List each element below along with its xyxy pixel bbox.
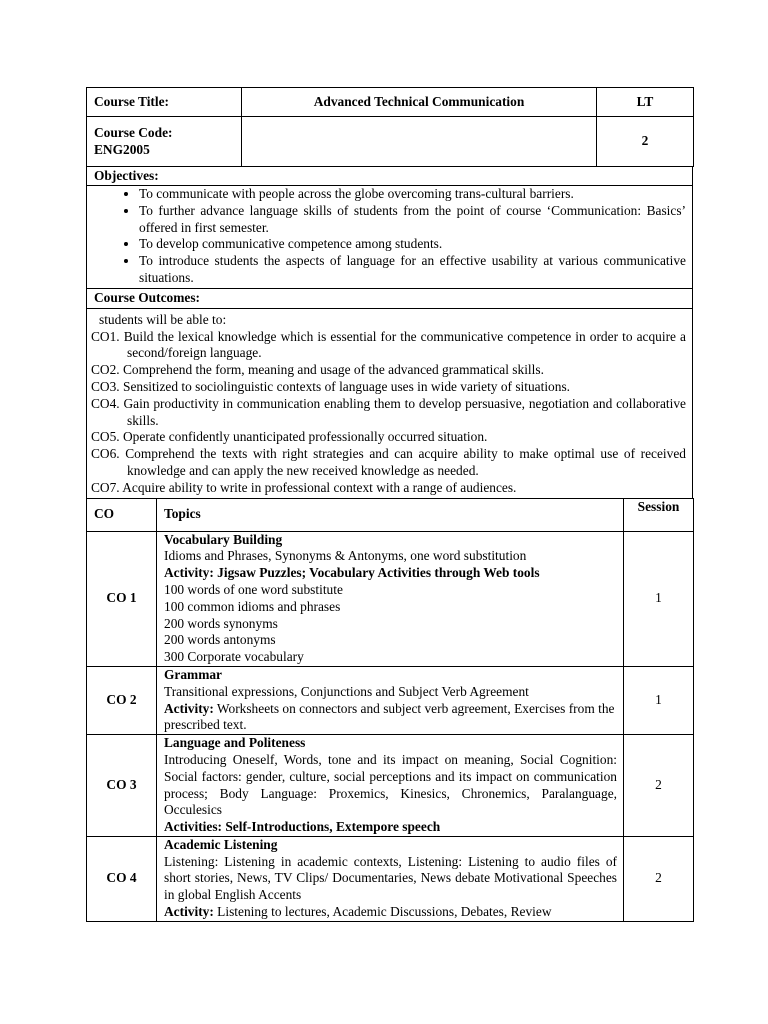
topic-item: 100 common idioms and phrases <box>164 598 341 614</box>
outcome-item: CO1. Build the lexical knowledge which is essential for the communicative competence in order to acquire a second/foreign language. <box>91 328 686 361</box>
course-code-value: ENG2005 <box>94 141 150 157</box>
outcome-item: CO6. Comprehend the texts with right strategies and can acquire ability to make optimal use of received knowledge and can apply the new received knowledge as needed. <box>91 446 686 478</box>
objectives-list <box>87 186 692 287</box>
session-cell: 2 <box>624 735 694 837</box>
co-cell: CO 2 <box>87 666 157 734</box>
outcome-item: CO2. Comprehend the form, meaning and usage of the advanced grammatical skills. <box>91 362 544 378</box>
table-row <box>87 531 694 666</box>
outcome-item: CO4. Gain productivity in communication enabling them to develop persuasive, negotiation and collaborative skills. <box>91 395 686 428</box>
topic-cell <box>157 666 624 734</box>
table-row <box>87 666 694 734</box>
col-session-header: Session <box>624 498 694 531</box>
topic-cell <box>157 735 624 837</box>
topic-activity: Activities: Self-Introductions, Extempore speech <box>164 819 441 835</box>
lt-value: 2 <box>597 117 694 167</box>
objective-item: • To further advance language skills of students from the point of course ‘Communication: Basics’ offered in first semester. <box>139 203 686 237</box>
course-header-table <box>86 87 694 167</box>
topic-body: Introducing Oneself, Words, tone and its impact on meaning, Social Cognition: Social factors: gender, culture, social perceptions and its impact on communication process; Body Language: Proxemics, Kinesics, Chronemics, Paralanguage, Occulesics <box>164 751 617 818</box>
course-code-label: Course Code: <box>94 124 173 140</box>
outcome-item: CO7. Acquire ability to write in professional context with a range of audiences. <box>91 479 517 495</box>
outcomes-cell <box>87 308 693 498</box>
topic-activity <box>164 904 617 921</box>
topic-item: 200 words antonyms <box>164 632 276 648</box>
objectives-outcomes-table <box>86 166 693 499</box>
lt-label: LT <box>597 88 694 117</box>
course-table <box>86 87 693 922</box>
session-cell: 2 <box>624 836 694 921</box>
activity-text: Listening to lectures, Academic Discussions, Debates, Review <box>213 904 552 920</box>
activity-text: Worksheets on connectors and subject verb agreement, Exercises from the prescribed text. <box>164 700 615 733</box>
outcomes-intro: students will be able to: <box>99 311 227 327</box>
outcome-item: CO5. Operate confidently unanticipated professionally occurred situation. <box>91 429 488 445</box>
topic-title: Grammar <box>164 666 223 682</box>
topic-cell <box>157 531 624 666</box>
course-title-value: Advanced Technical Communication <box>242 88 597 117</box>
session-cell: 1 <box>624 531 694 666</box>
topic-title: Academic Listening <box>164 836 278 852</box>
topic-item: 100 words of one word substitute <box>164 581 343 597</box>
topic-item: 200 words synonyms <box>164 615 278 631</box>
objectives-cell <box>87 186 693 289</box>
topic-line: Transitional expressions, Conjunctions and Subject Verb Agreement <box>164 683 529 699</box>
objective-item: • To introduce students the aspects of language for an effective usability at various communicative situations. <box>139 253 686 287</box>
table-row <box>87 735 694 837</box>
topics-table <box>86 498 694 922</box>
topic-item: 300 Corporate vocabulary <box>164 649 304 665</box>
table-row <box>87 836 694 921</box>
topic-title: Language and Politeness <box>164 735 306 751</box>
activity-label: Activity: <box>164 700 214 716</box>
course-title-label: Course Title: <box>87 88 242 117</box>
co-cell: CO 4 <box>87 836 157 921</box>
co-cell: CO 1 <box>87 531 157 666</box>
activity-label: Activity: <box>164 904 214 920</box>
outcome-item: CO3. Sensitized to sociolinguistic contexts of language uses in wide variety of situations. <box>91 378 571 394</box>
co-cell: CO 3 <box>87 735 157 837</box>
topic-line: Idioms and Phrases, Synonyms & Antonyms, one word substitution <box>164 548 527 564</box>
objectives-heading: Objectives: <box>87 167 693 186</box>
course-code-empty <box>242 117 597 167</box>
outcomes-heading: Course Outcomes: <box>87 288 693 308</box>
topic-activity: Activity: Jigsaw Puzzles; Vocabulary Activities through Web tools <box>164 565 540 581</box>
objective-item: • To communicate with people across the globe overcoming trans-cultural barriers. <box>139 186 686 203</box>
objective-item: • To develop communicative competence among students. <box>139 236 686 253</box>
topic-cell <box>157 836 624 921</box>
course-code-cell <box>87 117 242 167</box>
col-topics-header: Topics <box>157 498 624 531</box>
topic-body: Listening: Listening in academic contexts, Listening: Listening to audio files of short stories, News, TV Clips/ Documentaries, News debate Motivational Speeches in global English Accents <box>164 853 617 903</box>
session-cell: 1 <box>624 666 694 734</box>
col-co-header: CO <box>87 498 157 531</box>
topic-activity <box>164 701 617 735</box>
topic-title: Vocabulary Building <box>164 531 283 547</box>
